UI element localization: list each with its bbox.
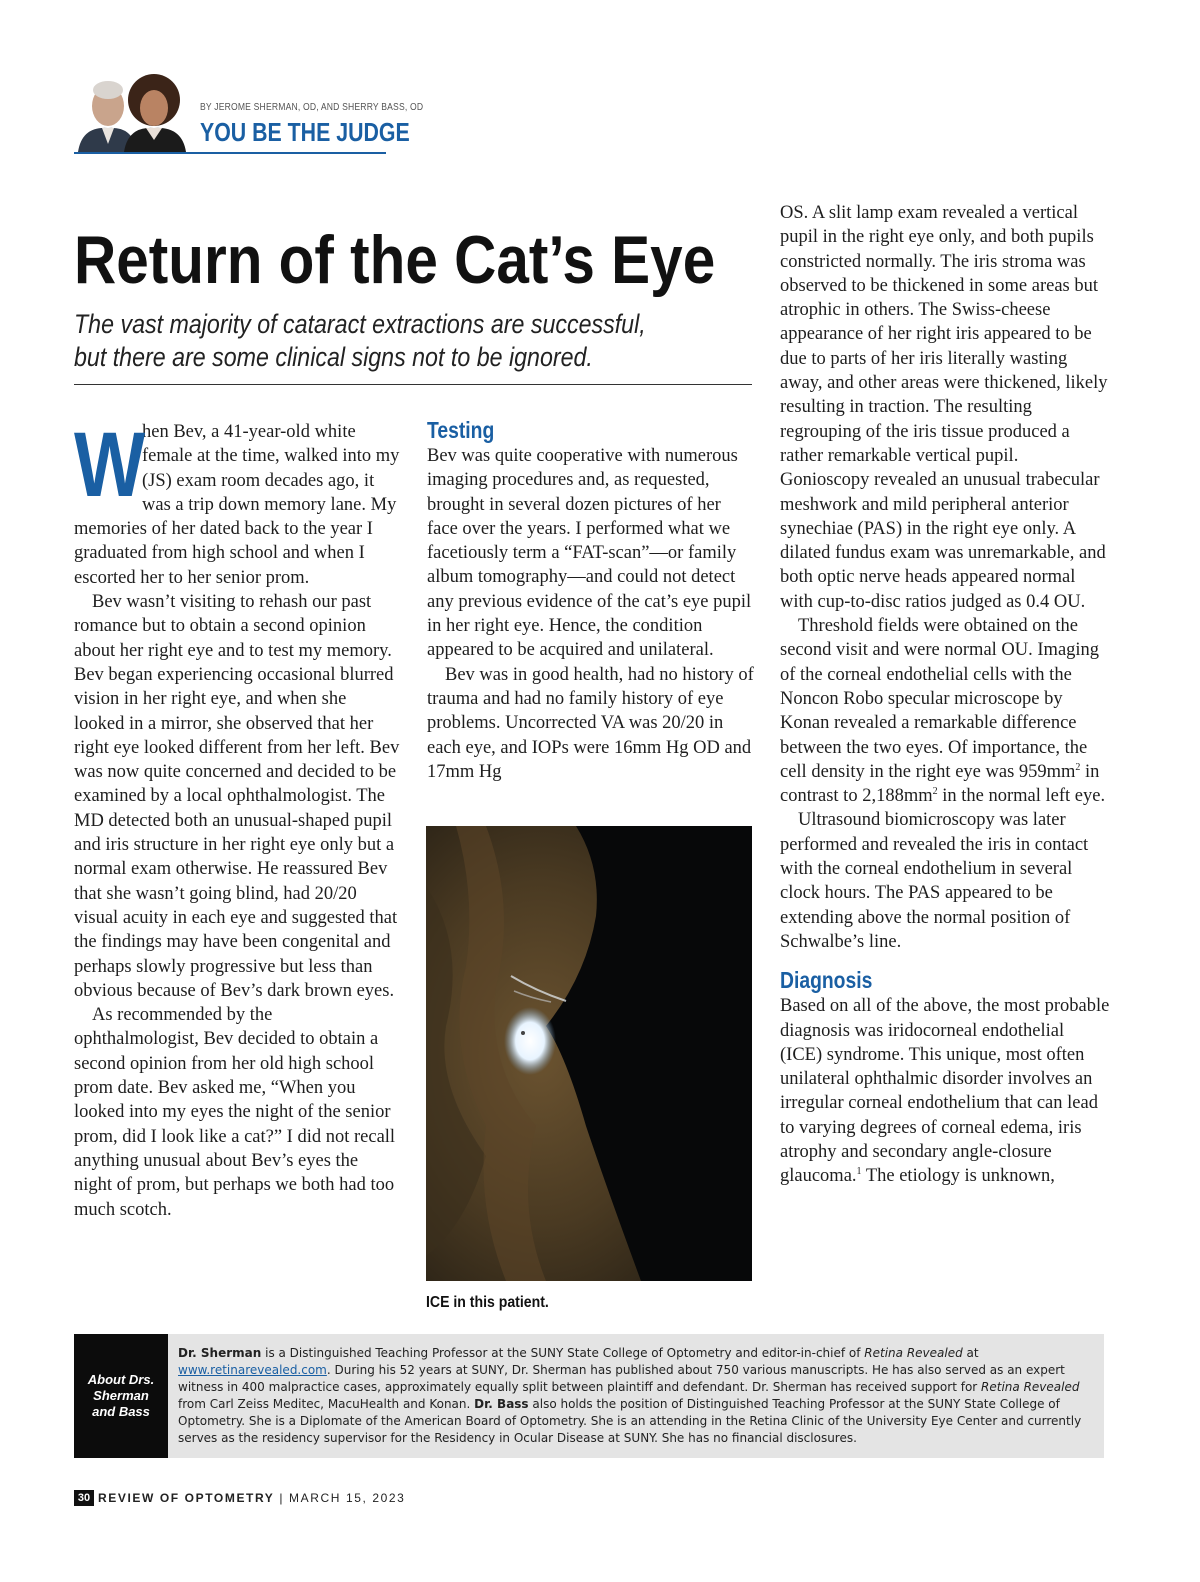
- subhead-diagnosis: Diagnosis: [780, 967, 873, 994]
- deck-line-1: The vast majority of cataract extractions are successful,: [74, 309, 646, 339]
- article-title: Return of the Cat’s Eye: [74, 222, 716, 298]
- body-column-2: [427, 416, 755, 784]
- paragraph: Bev was in good health, had no history of trauma and had no family history of eye problems. Uncorrected VA was 20/20 in each eye, and IOPs were 16mm Hg OD and 17mm Hg: [427, 664, 754, 782]
- authors-photo: [74, 68, 190, 152]
- paragraph: As recommended by the ophthalmologist, Bev decided to obtain a second opinion from her old high school prom date. Bev asked me, “When you looked into my eyes the night of the senior prom, did I look like a cat?” I did not recall anything unusual about Bev’s eyes the night of prom, but perhaps we both had too much scotch.: [74, 1005, 396, 1220]
- text-run: . During his 52 years at SUNY, Dr. Sherman has published about 750 various manuscripts. He has also served as an expert witness in 400 malpractice cases, approximately equally split between plaintiff and defendant. Dr. Sherman has received support for: [178, 1363, 1065, 1394]
- text-run: The etiology is unknown,: [861, 1166, 1055, 1187]
- article-deck: [74, 308, 762, 374]
- figure-caption: ICE in this patient.: [426, 1294, 549, 1311]
- footer-separator: |: [274, 1491, 290, 1505]
- subhead-testing: Testing: [427, 417, 495, 443]
- text-run: at: [962, 1346, 979, 1360]
- text-run: in contrast to 2,188mm: [780, 761, 1100, 807]
- paragraph: Ultrasound biomicroscopy was later performed and revealed the iris in contact with the corneal endothelium in several clock hours. The PAS appeared to be extending above the normal position of Schwalbe’s line.: [780, 810, 1089, 952]
- issue-date: MARCH 15, 2023: [289, 1491, 406, 1505]
- superscript: 2: [1075, 761, 1081, 773]
- text-run: is a Distinguished Teaching Professor at the SUNY State College of Optometry and editor-in-chief of: [261, 1346, 865, 1360]
- superscript: 2: [932, 785, 938, 797]
- body-column-3: [780, 201, 1110, 1189]
- byline: BY JEROME SHERMAN, OD, AND SHERRY BASS, OD: [200, 102, 424, 113]
- body-column-1: [74, 414, 400, 1222]
- text-run: Based on all of the above, the most probable diagnosis was iridocorneal endothelial (ICE) syndrome. This unique, most often unilateral ophthalmic disorder involves an irregular corneal endothelium that can lead to varying degrees of corneal edema, iris atrophy and secondary angle-closure glaucoma.: [780, 996, 1110, 1187]
- deck-rule: [74, 384, 752, 385]
- drop-cap: W: [74, 414, 146, 516]
- header-rule: [74, 152, 386, 154]
- text-run: from Carl Zeiss Meditec, MacuHealth and Konan.: [178, 1397, 475, 1411]
- column-name: YOU BE THE JUDGE: [200, 117, 410, 147]
- page-number: 30: [74, 1490, 94, 1506]
- paragraph: [780, 614, 1110, 808]
- paragraph: OS. A slit lamp exam revealed a vertical pupil in the right eye only, and both pupils constricted normally. The iris stroma was observed to be thickened in some areas but atrophic in others. The Swiss-cheese appearance of her right iris appeared to be due to parts of her iris literally wasting away, and other areas were thickened, likely resulting in traction. The resulting regrouping of the iris tissue produced a rather remarkable vertical pupil. Gonioscopy revealed an unusual trabecular meshwork and mild peripheral anterior synechiae (PAS) in the right eye only. A dilated fundus exam was unremarkable, and both optic nerve heads appeared normal with cup-to-disc ratios judged as 0.4 OU.: [780, 203, 1108, 612]
- paragraph: Bev wasn’t visiting to rehash our past romance but to obtain a second opinion about her right eye and to test my memory. Bev began experiencing occasional blurred vision in her right eye, and when she looked in a mirror, she observed that her right eye looked different from her left. Bev was now quite concerned and decided to be examined by a local ophthalmologist. The MD detected both an unusual-shaped pupil and iris structure in her right eye only but a normal exam otherwise. He reassured Bev that she wasn’t going blind, had 20/20 visual acuity in each eye and suggested that the findings may have been congenital and perhaps slowly progressive but less than obvious because of Bev’s dark brown eyes.: [74, 592, 400, 1001]
- paragraph: hen Bev, a 41-year-old white female at the time, walked into my (JS) exam room decades ago, it was a trip down memory lane. My memories of her dated back to the year I graduated from high school and when I escorted her to her senior prom.: [74, 422, 400, 588]
- about-authors-label: [74, 1334, 168, 1458]
- publication-name: Retina Revealed: [864, 1346, 963, 1360]
- paragraph: [780, 994, 1110, 1188]
- deck-line-2: but there are some clinical signs not to be ignored.: [74, 342, 593, 372]
- text-run: Threshold fields were obtained on the second visit and were normal OU. Imaging of the corneal endothelial cells with the Noncon Robo specular microscope by Konan revealed a remarkable difference between the two eyes. Of importance, the cell density in the right eye was 959mm: [780, 616, 1100, 782]
- about-authors-text: [178, 1345, 1098, 1447]
- retina-revealed-link[interactable]: www.retinarevealed.com: [178, 1363, 327, 1377]
- publication-title: REVIEW OF OPTOMETRY: [98, 1491, 275, 1505]
- paragraph: Bev was quite cooperative with numerous imaging procedures and, as requested, brought in several dozen pictures of her face over the years. I performed what we facetiously term a “FAT-scan”—or family album tomography—and could not detect any previous evidence of the cat’s eye pupil in her right eye. Hence, the condition appeared to be acquired and unilateral.: [427, 446, 752, 661]
- about-label-text: About Drs. Sherman and Bass: [87, 1372, 155, 1419]
- superscript: 1: [856, 1166, 862, 1178]
- author-name: Dr. Bass: [474, 1397, 529, 1411]
- footer-publication: [98, 1490, 405, 1506]
- text-run: in the normal left eye.: [937, 786, 1106, 807]
- text-run: also holds the position of Distinguished Teaching Professor at the SUNY State College of Optometry. She is a Diplomate of the American Board of Optometry. She is an attending in the Retina Clinic of the University Eye Center and currently serves as the residency supervisor for the Residency in Ocular Disease at SUNY. She has no financial disclosures.: [178, 1397, 1082, 1445]
- author-name: Dr. Sherman: [178, 1346, 262, 1360]
- eye-photo: [426, 826, 752, 1281]
- publication-name: Retina Revealed: [981, 1380, 1080, 1394]
